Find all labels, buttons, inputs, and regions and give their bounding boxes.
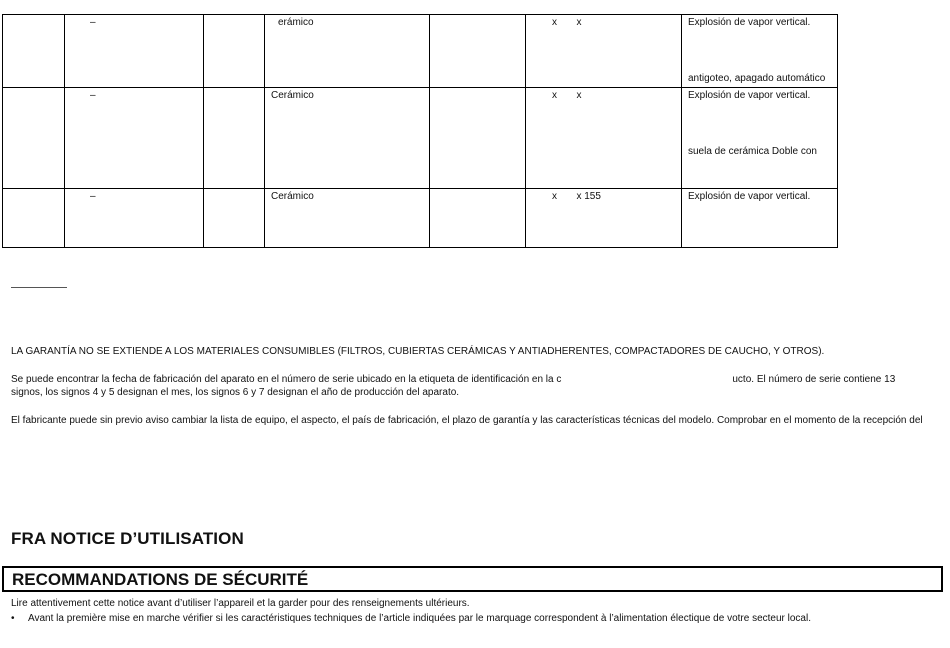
table-cell: [3, 88, 65, 189]
table-row: [3, 88, 838, 189]
manufacturer-note: El fabricante puede sin previo aviso cambiar la lista de equipo, el aspecto, el país de fabricación, el plazo de garantía y las características técnicas del modelo. Comprobar en el momento de la recepción del: [11, 415, 923, 426]
table-cell: [3, 189, 65, 248]
table-cell-material: Cerámico: [265, 88, 430, 189]
table-cell-dimensions: x x: [526, 15, 682, 88]
list-item: [11, 613, 811, 625]
serial-number-note-line-2: signos, los signos 4 y 5 designan el mes, los signos 6 y 7 designan el año de producción del aparato.: [11, 387, 460, 398]
table-cell-description: [682, 15, 838, 88]
serial-note-part-b: ucto. El número de serie contiene 13: [732, 374, 896, 385]
description-line-1: Explosión de vapor vertical.: [688, 90, 811, 101]
table-cell-dash: –: [65, 15, 204, 88]
table-cell: [204, 189, 265, 248]
table-cell-dimensions: x x: [526, 88, 682, 189]
footnote-divider: [11, 287, 67, 288]
description-line-2: suela de cerámica Doble con: [688, 146, 817, 157]
table-cell: [430, 15, 526, 88]
intro-text: Lire attentivement cette notice avant d’utiliser l’appareil et la garder pour des renseignements ultérieurs.: [11, 598, 470, 609]
table-cell: [204, 88, 265, 189]
table-cell-dash: –: [65, 88, 204, 189]
description-line-1: Explosión de vapor vertical.: [688, 191, 811, 202]
safety-section-header: [2, 566, 943, 592]
description-line-1: Explosión de vapor vertical.: [688, 17, 811, 28]
serial-number-note-line-1: [11, 374, 895, 386]
fra-heading: FRA NOTICE D’UTILISATION: [11, 529, 244, 548]
table-cell: [430, 189, 526, 248]
section-title: RECOMMANDATIONS DE SÉCURITÉ: [12, 570, 309, 589]
table-row: [3, 15, 838, 88]
table-cell: [204, 15, 265, 88]
table-cell-description: [682, 189, 838, 248]
table-cell-dash: –: [65, 189, 204, 248]
table-cell-description: [682, 88, 838, 189]
bullet-icon: •: [11, 613, 15, 624]
table-cell: [430, 88, 526, 189]
table-cell-material: Cerámico: [265, 189, 430, 248]
spec-table: [2, 14, 838, 248]
table-row: [3, 189, 838, 248]
description-line-2: antigoteo, apagado automático: [688, 73, 826, 84]
table-cell-dimensions: x x 155: [526, 189, 682, 248]
serial-note-part-a: Se puede encontrar la fecha de fabricación del aparato en el número de serie ubicado en la etiqueta de identificación en la c: [11, 374, 562, 385]
warranty-note: LA GARANTÍA NO SE EXTIENDE A LOS MATERIALES CONSUMIBLES (FILTROS, CUBIERTAS CERÁMICAS Y ANTIADHERENTES, COMPACTADORES DE CAUCHO, Y OTROS).: [11, 346, 825, 357]
table-cell-material: erámico: [265, 15, 430, 88]
bullet-text: Avant la première mise en marche vérifier si les caractéristiques techniques de l’article indiquées par le marquage correspondent à l’alimentation électique de votre secteur local.: [28, 613, 811, 624]
table-cell: [3, 15, 65, 88]
